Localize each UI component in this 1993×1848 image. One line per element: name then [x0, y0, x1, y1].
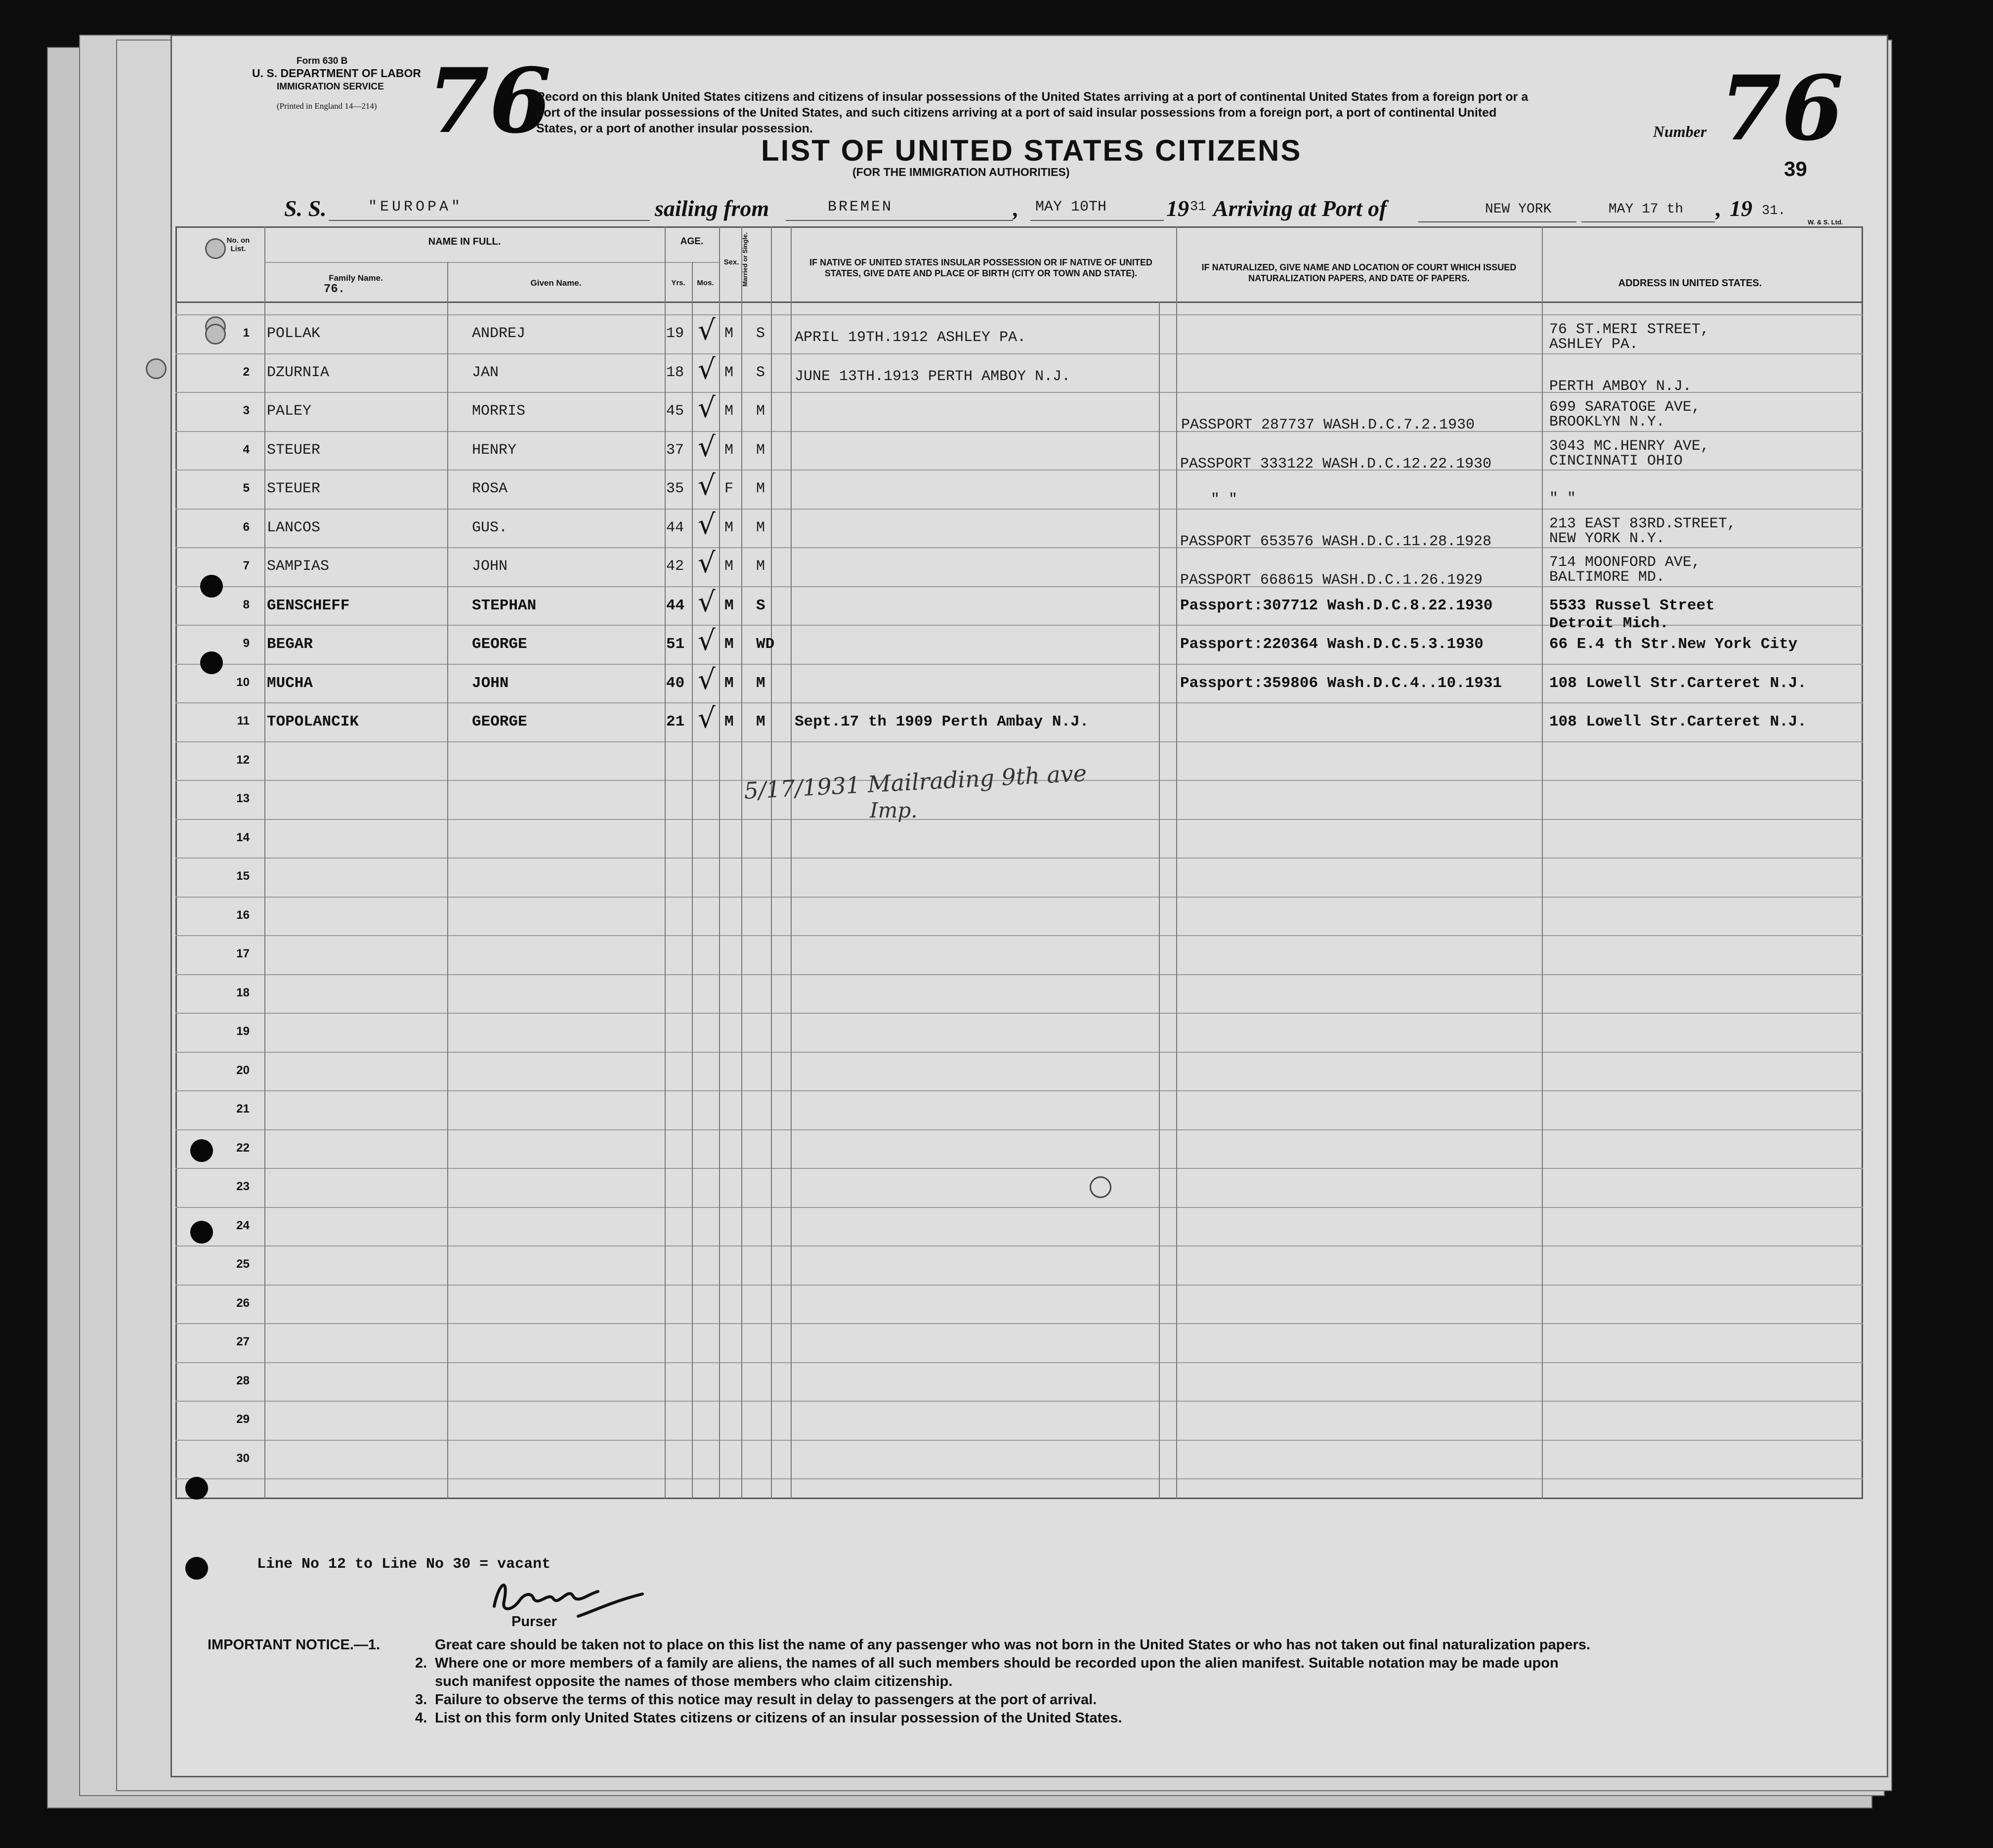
age-check-mark: √	[698, 509, 716, 541]
address-line-2: BROOKLYN N.Y.	[1549, 414, 1665, 430]
row-number: 3	[243, 404, 250, 417]
given-name: GEORGE	[472, 636, 527, 653]
column-rule	[1159, 301, 1160, 1499]
punch-hole	[205, 324, 226, 344]
port-from: BREMEN	[828, 199, 893, 215]
family-name-list-number: 76.	[324, 283, 345, 296]
row-rule	[175, 1401, 1863, 1402]
sex: M	[724, 597, 734, 614]
age-check-mark: √	[698, 586, 716, 618]
row-rule	[175, 974, 1863, 975]
marital-status: WD	[756, 636, 775, 653]
sex: F	[724, 480, 734, 497]
date-from: MAY 10TH	[1035, 199, 1107, 215]
date-to: MAY 17 th	[1609, 202, 1684, 217]
column-rule	[447, 262, 448, 1499]
row-number: 21	[236, 1102, 250, 1116]
port-to: NEW YORK	[1485, 202, 1552, 217]
record-instruction: Record on this blank United States citizens and citizens of insular possessions of the United States arriving at a port of continental United States from a foreign port or a port of the insular possessions of the United States, and such citizens arriving at a port of said insular possessions from a foreign port, a port of continental United States, or a port of another insular possession.	[536, 90, 1528, 135]
age-years: 44	[666, 597, 685, 614]
year-to: 31.	[1762, 204, 1786, 218]
family-name: BEGAR	[267, 636, 313, 653]
printer-mark: W. & S. Ltd.	[1808, 218, 1843, 226]
naturalization-papers: Passport:220364 Wash.D.C.5.3.1930	[1180, 636, 1484, 653]
row-number: 18	[236, 986, 250, 999]
given-name: GUS.	[472, 519, 508, 536]
notice-item-2: Where one or more members of a family are aliens, the names of all such members should be recorded upon the alien manifest. Suitable notation may be made upon	[435, 1655, 1559, 1671]
header-divider	[175, 301, 1863, 303]
column-rule	[771, 226, 772, 1499]
row-rule	[175, 1129, 1863, 1130]
row-rule	[175, 1207, 1863, 1208]
row-rule	[175, 819, 1863, 820]
row-rule	[175, 1362, 1863, 1363]
row-number: 22	[236, 1141, 250, 1155]
age-years: 45	[666, 403, 684, 420]
age-check-mark: √	[698, 664, 716, 696]
column-rule	[692, 262, 693, 1499]
notice-number-4: 4.	[415, 1710, 427, 1726]
age-years: 18	[666, 364, 684, 381]
sex: M	[724, 713, 734, 731]
punch-hole	[200, 575, 223, 598]
header-name-in-full: NAME IN FULL.	[428, 236, 501, 247]
address-line-1: 108 Lowell Str.Carteret N.J.	[1549, 713, 1807, 731]
row-rule	[175, 858, 1863, 859]
age-check-mark: √	[698, 314, 716, 346]
row-rule	[175, 1323, 1863, 1324]
header-no-on-list: No. on List.	[226, 236, 250, 253]
stamp-number: 39	[1784, 157, 1807, 180]
row-rule	[175, 509, 1863, 510]
column-rule	[741, 226, 742, 1499]
age-years: 44	[666, 519, 684, 536]
row-number: 24	[236, 1219, 250, 1232]
punch-hole	[146, 358, 167, 379]
row-number: 1	[243, 326, 250, 340]
given-name: JOHN	[472, 558, 508, 575]
printed-note: (Printed in England 14—214)	[277, 101, 377, 111]
notice-number-2: 2.	[415, 1655, 427, 1671]
age-years: 40	[666, 675, 685, 692]
marital-status: M	[756, 675, 765, 692]
punch-hole	[200, 651, 223, 674]
header-subdivider	[264, 262, 665, 263]
family-name: STEUER	[267, 480, 321, 497]
given-name: ROSA	[472, 480, 508, 497]
form-number: Form 630 B	[297, 56, 348, 66]
port-from-fill-line	[786, 220, 1013, 221]
row-number: 7	[243, 559, 250, 572]
age-check-mark: √	[698, 431, 716, 463]
number-label: Number	[1653, 123, 1707, 140]
family-name: STEUER	[267, 442, 321, 459]
row-rule	[175, 741, 1863, 742]
row-rule	[175, 1285, 1863, 1286]
marital-status: M	[756, 442, 765, 459]
header-family-name: Family Name.	[329, 273, 383, 283]
age-years: 35	[666, 480, 684, 497]
purser-label: Purser	[511, 1614, 557, 1630]
row-number: 28	[236, 1374, 250, 1387]
header-yrs: Yrs.	[671, 279, 685, 287]
handwritten-admission-note: 5/17/1931 Mailrading 9th ave	[743, 759, 1088, 805]
naturalization-papers: Passport:307712 Wash.D.C.8.22.1930	[1180, 597, 1493, 614]
row-number: 13	[236, 792, 250, 805]
header-native-birth: IF NATIVE OF UNITED STATES INSULAR POSSESSION OR IF NATIVE OF UNITED STATES, GIVE DATE AND PLACE OF BIRTH (CITY OR TOWN AND STATE).	[809, 258, 1152, 278]
row-number: 19	[236, 1025, 250, 1038]
row-number: 10	[236, 676, 250, 689]
row-rule	[175, 897, 1863, 898]
sex: M	[724, 636, 734, 653]
row-rule	[175, 1052, 1863, 1053]
age-years: 42	[666, 558, 684, 575]
age-check-mark: √	[698, 470, 716, 502]
comma: ,	[1716, 196, 1722, 221]
naturalization-papers: PASSPORT 653576 WASH.D.C.11.28.1928	[1180, 533, 1492, 550]
sex: M	[724, 325, 734, 342]
address-line-1: 699 SARATOGE AVE,	[1549, 399, 1701, 416]
family-name: DZURNIA	[267, 364, 330, 381]
address-line-1: 76 ST.MERI STREET,	[1549, 321, 1710, 338]
marital-status: M	[756, 519, 765, 536]
address-line-1: 213 EAST 83RD.STREET,	[1549, 516, 1737, 532]
number-handwritten: 76	[1720, 56, 1844, 161]
age-years: 37	[666, 442, 684, 459]
sailing-label: sailing from	[655, 196, 769, 221]
notice-item-3: Failure to observe the terms of this notice may result in delay to passengers at the port of arrival.	[435, 1692, 1097, 1708]
marital-status: S	[756, 364, 765, 381]
header-given-name: Given Name.	[530, 278, 582, 288]
arriving-label: Arriving at Port of	[1213, 196, 1387, 221]
notice-number-3: 3.	[415, 1692, 427, 1708]
row-number: 2	[243, 365, 250, 379]
year-from: 31	[1190, 200, 1206, 215]
marital-status: S	[756, 325, 765, 342]
row-rule	[175, 1090, 1863, 1091]
naturalization-papers: PASSPORT 287737 WASH.D.C.7.2.1930	[1181, 417, 1475, 433]
column-rule	[1542, 226, 1543, 1499]
column-rule	[264, 226, 265, 1499]
address-line-1: 66 E.4 th Str.New York City	[1549, 636, 1798, 653]
row-number: 15	[236, 869, 250, 883]
header-mos: Mos.	[697, 279, 714, 287]
row-number: 26	[236, 1296, 250, 1310]
row-rule	[175, 702, 1863, 703]
punch-hole	[205, 238, 226, 259]
punch-hole	[190, 1139, 213, 1162]
row-rule	[175, 935, 1863, 936]
address-line-2: CINCINNATI OHIO	[1549, 453, 1683, 470]
ss-label: S. S.	[284, 196, 327, 221]
header-married-single: Married or Single.	[741, 232, 749, 287]
sex: M	[724, 403, 734, 420]
sex: M	[724, 364, 734, 381]
row-number: 20	[236, 1064, 250, 1077]
vacant-lines-note: Line No 12 to Line No 30 = vacant	[257, 1556, 551, 1573]
notice-item-1: Great care should be taken not to place on this list the name of any passenger who was not born in the United States or who has not taken out final naturalization papers.	[435, 1637, 1591, 1653]
given-name: STEPHAN	[472, 597, 537, 614]
column-rule	[719, 226, 720, 1499]
marital-status: M	[756, 713, 765, 731]
row-number: 8	[243, 598, 250, 611]
family-name: TOPOLANCIK	[267, 713, 359, 731]
row-number: 6	[243, 520, 250, 534]
header-age: AGE.	[680, 236, 704, 247]
row-number: 17	[236, 947, 250, 960]
date-from-fill-line	[1030, 220, 1164, 221]
row-number: 23	[236, 1180, 250, 1193]
row-rule	[175, 470, 1863, 471]
list-number-handwritten: 76	[427, 49, 551, 153]
row-number: 29	[236, 1413, 250, 1426]
family-name: PALEY	[267, 403, 312, 420]
punch-hole	[185, 1477, 208, 1500]
age-years: 21	[666, 713, 685, 731]
page-title: LIST OF UNITED STATES CITIZENS	[761, 134, 1302, 167]
age-check-mark: √	[698, 625, 716, 657]
address-line-1: 3043 MC.HENRY AVE,	[1549, 438, 1710, 455]
address-line-1: " "	[1549, 490, 1576, 507]
address-line-2: PERTH AMBOY N.J.	[1549, 378, 1692, 395]
notice-item-2-cont: such manifest opposite the names of those members who claim citizenship.	[435, 1674, 953, 1689]
marital-status: M	[756, 480, 765, 497]
header-sex: Sex.	[723, 258, 739, 266]
page-subtitle: (FOR THE IMMIGRATION AUTHORITIES)	[852, 166, 1070, 178]
row-rule	[175, 586, 1863, 587]
column-rule	[791, 226, 792, 1499]
address-line-2: BALTIMORE MD.	[1549, 569, 1665, 586]
row-number: 5	[243, 481, 250, 495]
handwritten-admission-note-2: Imp.	[870, 798, 918, 822]
row-rule	[175, 664, 1863, 665]
address-line-1: 108 Lowell Str.Carteret N.J.	[1549, 675, 1807, 692]
sex: M	[724, 442, 734, 459]
birth-date-place: JUNE 13TH.1913 PERTH AMBOY N.J.	[795, 368, 1071, 385]
row-number: 30	[236, 1452, 250, 1465]
row-rule	[175, 431, 1863, 432]
age-years: 19	[666, 325, 684, 342]
ship-name: "EUROPA"	[368, 199, 464, 215]
age-check-mark: √	[698, 353, 716, 386]
naturalization-papers: " "	[1211, 491, 1238, 508]
row-rule	[175, 1440, 1863, 1441]
sex: M	[724, 519, 734, 536]
column-rule	[1176, 226, 1177, 1499]
ship-fill-line	[329, 220, 650, 221]
given-name: JAN	[472, 364, 499, 381]
naturalization-papers: Passport:359806 Wash.D.C.4..10.1931	[1180, 675, 1502, 692]
age-check-mark: √	[698, 702, 716, 734]
row-rule	[175, 314, 1863, 315]
address-line-1: 714 MOONFORD AVE,	[1549, 554, 1701, 571]
family-name: LANCOS	[267, 519, 321, 536]
address-line-1: 5533 Russel Street	[1549, 597, 1715, 614]
marital-status: M	[756, 403, 765, 420]
sex: M	[724, 558, 734, 575]
row-number: 12	[236, 753, 250, 767]
department-name: U. S. DEPARTMENT OF LABOR	[252, 67, 422, 80]
row-number: 27	[236, 1335, 250, 1348]
header-naturalized: IF NATURALIZED, GIVE NAME AND LOCATION OF COURT WHICH ISSUED NATURALIZATION PAPERS, AND DATE OF PAPERS.	[1201, 262, 1517, 283]
given-name: MORRIS	[472, 403, 526, 420]
marital-status: S	[756, 597, 765, 614]
column-rule	[665, 226, 666, 1499]
row-rule	[175, 1168, 1863, 1169]
row-number: 25	[236, 1257, 250, 1271]
naturalization-papers: PASSPORT 668615 WASH.D.C.1.26.1929	[1180, 572, 1483, 589]
row-rule	[175, 1013, 1863, 1014]
punch-hole	[190, 1221, 213, 1244]
sex: M	[724, 675, 734, 692]
family-name: GENSCHEFF	[267, 597, 350, 614]
family-name: MUCHA	[267, 675, 313, 692]
age-check-mark: √	[698, 547, 716, 579]
age-check-mark: √	[698, 392, 716, 424]
year-prefix-to: 19	[1730, 196, 1752, 221]
service-name: IMMIGRATION SERVICE	[277, 82, 384, 92]
birth-date-place: APRIL 19TH.1912 ASHLEY PA.	[795, 329, 1026, 346]
given-name: JOHN	[472, 675, 509, 692]
important-notice-label: IMPORTANT NOTICE.—1.	[208, 1637, 381, 1653]
comma: ,	[1013, 196, 1019, 221]
row-number: 4	[243, 443, 250, 456]
address-line-2: NEW YORK N.Y.	[1549, 530, 1665, 547]
family-name: POLLAK	[267, 325, 321, 342]
age-years: 51	[666, 636, 685, 653]
birth-date-place: Sept.17 th 1909 Perth Ambay N.J.	[795, 713, 1089, 731]
given-name: GEORGE	[472, 713, 527, 731]
row-number: 11	[237, 714, 250, 728]
address-line-2: ASHLEY PA.	[1549, 336, 1639, 353]
given-name: ANDREJ	[472, 325, 526, 342]
row-rule	[175, 1478, 1863, 1479]
row-number: 9	[243, 637, 250, 650]
stamp-mark	[1090, 1176, 1111, 1198]
row-rule	[175, 353, 1863, 354]
port-to-fill-line	[1418, 221, 1576, 222]
row-number: 16	[236, 908, 250, 922]
notice-item-4: List on this form only United States citizens or citizens of an insular possession of the United States.	[435, 1710, 1122, 1726]
row-rule	[175, 547, 1863, 548]
header-address: ADDRESS IN UNITED STATES.	[1618, 278, 1762, 289]
marital-status: M	[756, 558, 765, 575]
address-line-2: Detroit Mich.	[1549, 615, 1669, 632]
given-name: HENRY	[472, 442, 517, 459]
naturalization-papers: PASSPORT 333122 WASH.D.C.12.22.1930	[1180, 456, 1492, 473]
punch-hole	[185, 1557, 208, 1580]
year-prefix-from: 19	[1166, 196, 1189, 221]
date-to-fill-line	[1581, 221, 1715, 222]
row-number: 14	[236, 831, 250, 844]
family-name: SAMPIAS	[267, 558, 330, 575]
